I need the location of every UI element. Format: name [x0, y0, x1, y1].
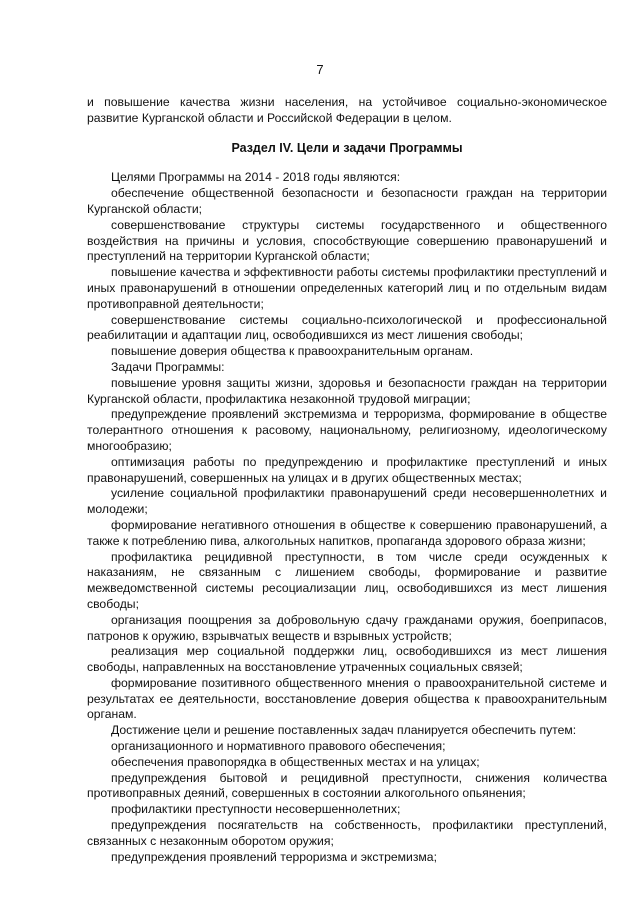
tasks-intro: Задачи Программы:	[111, 359, 225, 374]
task-item: формирование позитивного общественного мнения о правоохранительной системе и результатах ее деятельности, восстановление доверия общества к правоохранительным органам.	[87, 675, 607, 722]
task-item: предупреждение проявлений экстремизма и терроризма, формирование в обществе толерантного отношения к расовому, национальному, религиозному, идеологическому многообразию;	[87, 407, 607, 453]
goal-item: обеспечение общественной безопасности и безопасности граждан на территории Курганской области;	[87, 186, 607, 216]
task-item: реализация мер социальной поддержки лиц, освободившихся из мест лишения свободы, направленных на восстановление утраченных социальных связей;	[87, 644, 607, 675]
means-item: профилактики преступности несовершеннолетних;	[111, 802, 401, 817]
task-item: оптимизация работы по предупреждению и профилактике преступлений и иных правонарушений, совершенных на улицах и в других общественных местах;	[87, 454, 607, 485]
means-item: предупреждения проявлений терроризма и экстремизма;	[111, 849, 437, 864]
means-item: предупреждения посягательств на собственность, профилактики преступлений, связанных с незаконным оборотом оружия;	[87, 818, 607, 848]
goals-intro: Целями Программы на 2014 - 2018 годы являются:	[111, 170, 401, 185]
goal-item: повышение доверия общества к правоохранительным органам.	[111, 344, 474, 359]
intro-paragraph: и повышение качества жизни населения, на устойчивое социально-экономическое развитие Курганской области и Российской Федерации в целом.	[87, 95, 607, 125]
means-item: организационного и нормативного правового обеспечения;	[111, 739, 446, 754]
goal-item: совершенствование структуры системы государственного и общественного воздействия на причины и условия, способствующие совершению правонарушений и преступлений на территории Курганской области;	[87, 217, 607, 264]
goal-item: совершенствование системы социально-психологической и профессиональной реабилитации и адаптации лиц, освободившихся из мест лишения свободы;	[87, 312, 607, 343]
means-list	[87, 739, 607, 865]
goal-item: повышение качества и эффективности работы системы профилактики преступлений и иных правонарушений в отношении определенных категорий лиц и по отдельным видам противоправной деятельности;	[87, 265, 607, 311]
means-item: обеспечения правопорядка в общественных местах и на улицах;	[111, 754, 480, 769]
goals-list	[87, 186, 607, 360]
task-item: усиление социальной профилактики правонарушений среди несовершеннолетних и молодежи;	[87, 486, 607, 517]
section-title: Раздел IV. Цели и задачи Программы	[231, 140, 463, 155]
task-item: профилактика рецидивной преступности, в том числе среди осужденных к наказаниям, не связанным с лишением свободы, формирование и развитие межведомственной системы ресоциализации лиц, освободившихся из мест лишения свободы;	[87, 549, 607, 611]
means-intro: Достижение цели и решение поставленных задач планируется обеспечить путем:	[111, 723, 577, 738]
page-number: 7	[316, 62, 324, 77]
tasks-list	[87, 376, 607, 724]
task-item: формирование негативного отношения в обществе к совершению правонарушений, а также к потреблению пива, алкогольных напитков, пропаганда здорового образа жизни;	[87, 517, 607, 548]
task-item: повышение уровня защиты жизни, здоровья и безопасности граждан на территории Курганской области, профилактика незаконной трудовой миграции;	[87, 375, 607, 406]
document-body	[87, 95, 607, 865]
means-item: предупреждения бытовой и рецидивной преступности, снижения количества противоправных деяний, совершенных в состоянии алкогольного опьянения;	[87, 770, 607, 801]
task-item: организация поощрения за добровольную сдачу гражданами оружия, боеприпасов, патронов к оружию, взрывчатых веществ и взрывных устройств;	[87, 612, 607, 643]
